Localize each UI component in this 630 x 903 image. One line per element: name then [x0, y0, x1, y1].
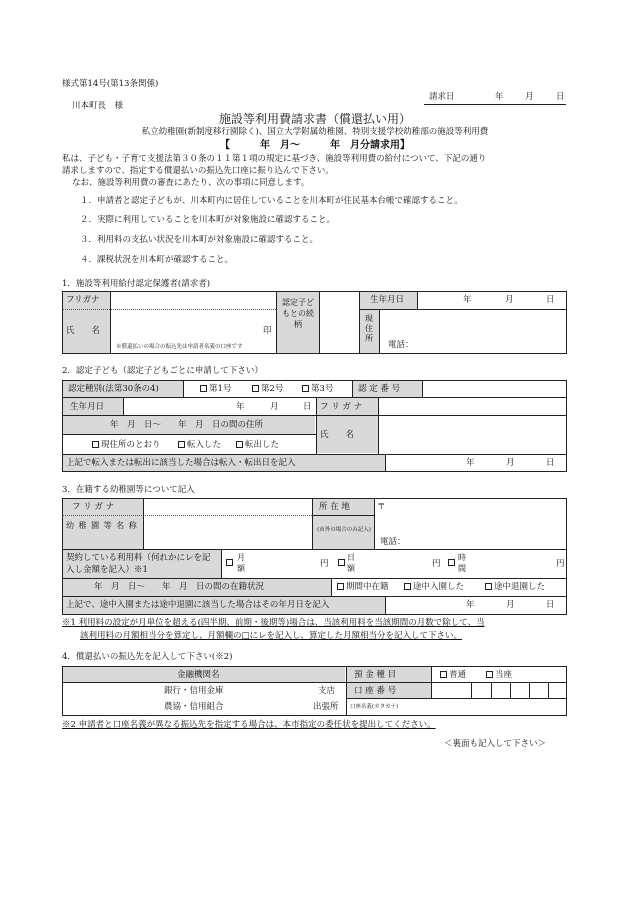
s1-furigana-label: フリガナ — [66, 295, 100, 305]
form-number: 様式第14号(第13条関係) — [62, 79, 159, 89]
s3-hourly-label: 時間 — [458, 553, 466, 573]
s3-period-label: 年 月 日～ 年 月 日の間の在籍状況 — [94, 582, 265, 592]
s4-current-option[interactable] — [486, 671, 512, 680]
s3-enrolled-all-checkbox[interactable] — [337, 583, 344, 590]
s3-facility-name-field[interactable] — [144, 516, 311, 548]
s3-left-option[interactable] — [485, 583, 545, 592]
s4-branch-name-field[interactable] — [230, 684, 310, 712]
s4-ordinary-option[interactable] — [440, 671, 466, 680]
s3-hourly-yen: 円 — [556, 559, 565, 569]
s1-birth-date-label: 生年月日 — [370, 295, 405, 305]
section4-heading: 4．償還払いの振込先を記入して下さい(※2) — [62, 652, 233, 662]
s3-fee-label: 契約している利用料（何れかにレを記入し金額を記入）※1 — [66, 553, 211, 575]
s3-joined-option[interactable] — [404, 583, 464, 592]
s2-name-label: 氏 名 — [320, 430, 355, 440]
s2-opt-type2[interactable] — [252, 385, 283, 394]
s3-footnote-line2: 該利用料の月額相当分を算定し、月額欄の□にレを記入し、算定した月額相当分を記入して下さい。 — [80, 631, 463, 641]
consent-item-4: ４．課税状況を川本町が確認すること。 — [80, 255, 234, 265]
s3-enrolled-all-option[interactable] — [337, 583, 389, 592]
back-side-note: ＜裏面も記入して下さい＞ — [444, 739, 547, 749]
s4-current-label: 当座 — [495, 670, 513, 680]
s2-opt-type1[interactable] — [200, 385, 231, 394]
s2-cert-number-label: 認 定 番 号 — [358, 384, 401, 394]
s3-hourly-option[interactable] — [448, 559, 457, 568]
s3-footnote-line1: ※1 利用料の設定が月単位を超える(四半期、前期・後期等)場合は、当該利用料を当該期間の月数で除して、当 — [62, 618, 485, 628]
s2-name-field[interactable] — [379, 416, 566, 453]
s1-birth-day: 日 — [546, 295, 555, 305]
s2-current-option[interactable] — [92, 441, 161, 450]
s1-name-label: 氏 名 — [66, 326, 101, 336]
s2-opt-type3[interactable] — [302, 385, 333, 394]
s2-move-year: 年 — [466, 458, 475, 468]
page-subtitle: 私立幼稚園(新制度移行園除く)、国立大学附属幼稚園、特別支援学校幼稚部の施設等利用費 — [141, 127, 489, 137]
s4-bank-name-field[interactable] — [68, 684, 138, 712]
s3-outside-note: (市外の場合のみ記入) — [317, 527, 371, 533]
consent-item-2: ２．実際に利用していることを川本町が対象施設に確認すること。 — [80, 215, 336, 225]
s2-type2-label: 第2号 — [261, 384, 284, 394]
s4-account-type-label: 預 金 種 目 — [354, 670, 397, 680]
s1-furigana-field[interactable] — [110, 296, 276, 308]
s1-relation-field[interactable] — [320, 292, 358, 353]
s2-moved-in-label: 転入した — [187, 440, 222, 450]
s2-moved-in-checkbox[interactable] — [178, 441, 185, 448]
s3-daily-yen: 円 — [432, 559, 441, 569]
request-date-month: 月 — [525, 92, 534, 102]
s3-furigana-field[interactable] — [144, 500, 311, 514]
request-date-label: 請求日 — [429, 92, 455, 102]
s2-birth-date-label: 生年月日 — [70, 402, 105, 412]
s3-hourly-checkbox[interactable] — [448, 559, 455, 566]
consent-item-3: ３．利用料の支払い状況を川本町が対象施設に確認すること。 — [80, 235, 319, 245]
s2-type1-label: 第1号 — [209, 384, 232, 394]
s2-cert-number-field[interactable] — [423, 381, 566, 396]
s1-address-label: 現住所 — [365, 314, 373, 343]
s3-note-day: 日 — [546, 600, 555, 610]
s2-type2-checkbox[interactable] — [252, 385, 259, 392]
s4-account-number-label: 口 座 番 号 — [354, 686, 397, 696]
request-date-day: 日 — [556, 92, 565, 102]
s1-birth-month: 月 — [505, 295, 514, 305]
s2-moved-in-option[interactable] — [178, 441, 221, 450]
s2-type1-checkbox[interactable] — [200, 385, 207, 392]
s3-monthly-checkbox[interactable] — [226, 559, 233, 566]
intro-line-2: 請求しますので、指定する償還払いの振込先口座に振り込んで下さい。 — [62, 166, 334, 176]
s1-seal-mark: 印 — [263, 326, 272, 336]
s3-note-month: 月 — [506, 600, 515, 610]
consent-item-1: １．申請者と認定子どもが、川本町内に居住していることを川本町が住民基本台帳で確認すること。 — [80, 196, 463, 206]
s4-holder-label: 口座名義(カタカナ) — [350, 704, 399, 710]
s2-address-period-label: 年 月 日～ 年 月 日の間の住所 — [110, 420, 264, 430]
s2-current-checkbox[interactable] — [92, 441, 99, 448]
section2-heading: 2．認定子ども（認定子どもごとに申請して下さい） — [62, 366, 263, 376]
section3-heading: 3．在籍する幼稚園等について記入 — [62, 485, 195, 495]
s1-child-relation-label: 認定子どもとの続柄 — [282, 298, 314, 329]
intro-line-1: 私は、子ども・子育て支援法第３０条の１１第１項の規定に基づき、施設等利用費の給付について、下記の通り — [62, 154, 487, 164]
s2-move-day: 日 — [546, 458, 555, 468]
s3-left-label: 途中退園した — [494, 582, 546, 592]
s3-enrolled-all-label: 期間中在籍 — [346, 582, 389, 592]
s2-move-note: 上記で転入または転出に該当した場合は転入・転出日を記入 — [66, 458, 296, 468]
s2-furigana-label: フ リ ガ ナ — [320, 402, 363, 412]
s4-footnote: ※2 申請者と口座名義が異なる振込先を指定する場合は、本市指定の委任状を提出してください。 — [62, 720, 436, 730]
s2-birth-year: 年 — [236, 402, 245, 412]
s2-move-month: 月 — [506, 458, 515, 468]
s2-type3-label: 第3号 — [311, 384, 334, 394]
s2-furigana-field[interactable] — [379, 398, 566, 414]
s3-daily-checkbox[interactable] — [338, 559, 345, 566]
s3-daily-label: 日額 — [347, 553, 355, 573]
s2-moved-out-label: 転出した — [245, 440, 280, 450]
s4-account-number-field[interactable] — [432, 683, 566, 697]
period-line: 【 年 月～ 年 月分請求用】 — [220, 140, 410, 151]
s1-phone-label: 電話： — [388, 340, 414, 350]
s4-branch-label: 支店 — [318, 686, 336, 696]
s2-moved-out-option[interactable] — [236, 441, 279, 450]
s2-birth-month: 月 — [270, 402, 279, 412]
s4-holder-field[interactable] — [408, 699, 566, 715]
s4-agri-label: 農協・信用組合 — [164, 702, 224, 712]
s3-monthly-option[interactable] — [226, 559, 235, 568]
s3-monthly-label: 月額 — [237, 553, 245, 573]
s3-location-label: 所 在 地 — [319, 502, 350, 512]
s3-facility-name-label: 幼 稚 園 等 名 称 — [66, 521, 138, 530]
s2-moved-out-checkbox[interactable] — [236, 441, 243, 448]
request-date-year: 年 — [495, 92, 504, 102]
s3-enroll-note: 上記で、途中入園または途中退園に該当した場合はその年月日を記入 — [66, 600, 330, 610]
s4-ordinary-checkbox[interactable] — [440, 671, 447, 678]
s4-ordinary-label: 普通 — [449, 670, 467, 680]
s1-birth-year: 年 — [463, 295, 472, 305]
s3-monthly-yen: 円 — [320, 559, 329, 569]
s2-current-label: 現住所のとおり — [101, 440, 161, 450]
page-title: 施設等利用費請求書（償還払い用） — [218, 112, 411, 126]
s3-postal-mark: 〒 — [377, 502, 386, 512]
s1-seal-note: ※償還払いの場合の振込先は申請者名義の口座です — [116, 344, 243, 350]
s3-furigana-label: フ リ ガ ナ — [72, 502, 115, 512]
s4-current-checkbox[interactable] — [486, 671, 493, 678]
s3-phone-label: 電話： — [380, 537, 406, 547]
s2-birth-day: 日 — [303, 402, 312, 412]
s4-institution-label: 金融機関名 — [177, 670, 220, 680]
s3-note-year: 年 — [466, 600, 475, 610]
s3-left-checkbox[interactable] — [485, 583, 492, 590]
s3-joined-label: 途中入園した — [413, 582, 465, 592]
s4-office-label: 出張所 — [313, 702, 339, 712]
s3-joined-checkbox[interactable] — [404, 583, 411, 590]
section1-heading: 1．施設等利用給付認定保護者(請求者) — [62, 279, 211, 289]
s2-cert-type-label: 認定種別(法第30条の4) — [68, 384, 159, 394]
s3-location-field[interactable] — [386, 516, 566, 536]
s2-type3-checkbox[interactable] — [302, 385, 309, 392]
addressee: 川本町長 様 — [72, 101, 124, 111]
s1-address-field[interactable] — [380, 310, 566, 338]
s4-bank-credit-label: 銀行・信用金庫 — [164, 686, 224, 696]
intro-line-3: なお、施設等利用費の審査にあたり、次の事項に同意します。 — [72, 178, 310, 188]
